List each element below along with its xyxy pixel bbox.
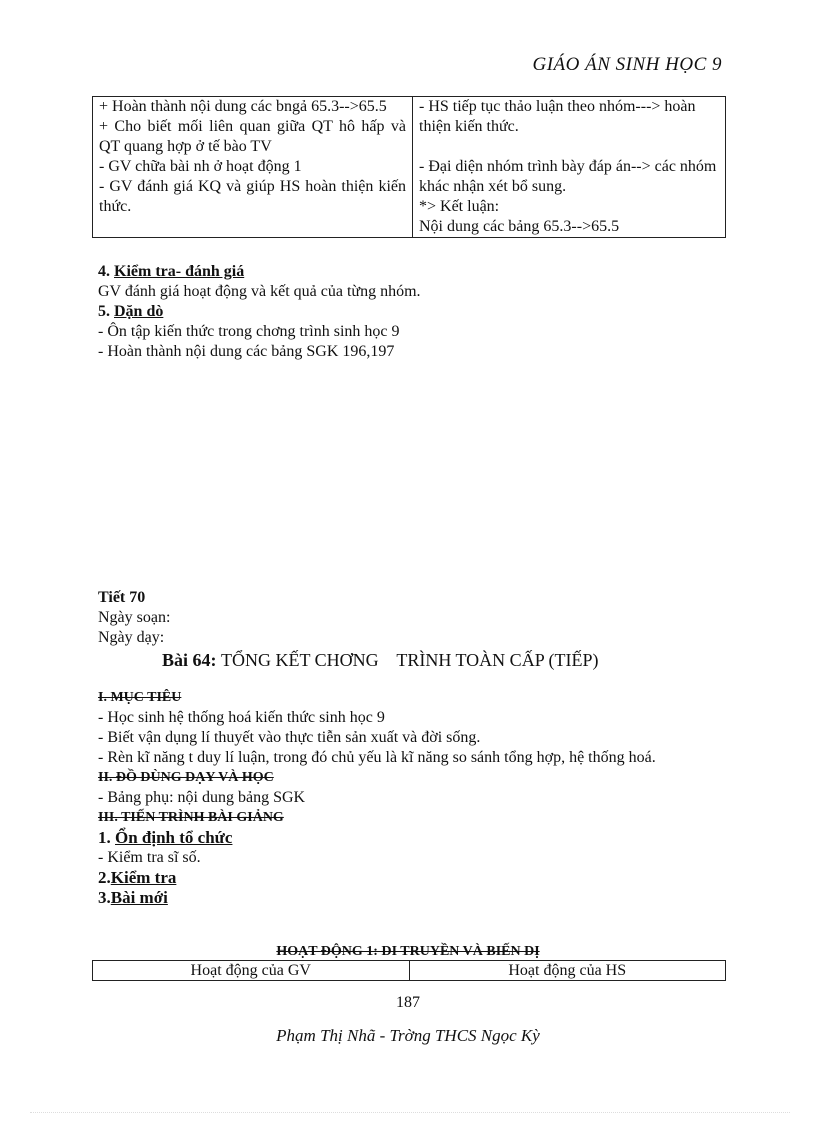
section-number: 4.	[98, 263, 114, 280]
section-heading	[98, 262, 728, 282]
teacher-step: + Cho biết mối liên quan giữa QT hô hấp và QT quang hợp ở tế bào TV	[99, 118, 406, 155]
student-step: - Đại diện nhóm trình bày đáp án--> các nhóm khác nhận xét bổ sung.	[419, 158, 717, 195]
student-step: Nội dung các bảng 65.3-->65.5	[419, 218, 620, 235]
section-title: Kiểm tra- đánh giá	[114, 263, 245, 280]
list-item: - Biết vận dụng lí thuyết vào thực tiễn sản xuất và đời sống.	[98, 729, 481, 746]
table-header-row	[93, 961, 726, 981]
section-heading	[98, 302, 728, 322]
page-number: 187	[396, 994, 420, 1011]
step-heading	[98, 828, 722, 848]
section-heading: I. MỤC TIÊU	[98, 690, 182, 705]
section-heading: III. TIẾN TRÌNH BÀI GIẢNG	[98, 810, 284, 825]
student-step: - HS tiếp tục thảo luận theo nhóm---> hoàn thiện kiến thức.	[419, 98, 696, 135]
section-text: GV đánh giá hoạt động và kết quả của từng nhóm.	[98, 283, 421, 300]
list-item: - Rèn kĩ năng t duy lí luận, trong đó chủ yếu là kĩ năng so sánh tổng hợp, hệ thống hoá.	[98, 749, 656, 766]
teacher-step: + Hoàn thành nội dung các bngả 65.3-->65.5	[99, 98, 387, 115]
step-heading	[98, 868, 722, 888]
step-number: 3.	[98, 888, 111, 907]
teacher-step: - GV chữa bài nh ở hoạt động 1	[99, 158, 302, 175]
section-heading: II. ĐỒ DÙNG DẠY VÀ HỌC	[98, 770, 274, 785]
column-header-student: Hoạt động của HS	[409, 961, 726, 981]
step-title: Bài mới	[110, 888, 168, 907]
lesson-period: Tiết 70	[98, 589, 146, 606]
activity-table-continued	[92, 96, 726, 238]
lesson-teach-date: Ngày dạy:	[98, 629, 165, 646]
step-text: - Kiểm tra sĩ số.	[98, 849, 201, 866]
section-title: Dặn dò	[114, 303, 164, 320]
activity-heading: HOẠT ĐỘNG 1: DI TRUYỀN VÀ BIẾN DỊ	[276, 944, 540, 959]
objectives-section	[98, 688, 722, 908]
list-item: - Ôn tập kiến thức trong chơng trình sinh học 9	[98, 323, 400, 340]
page-header-title: GIÁO ÁN SINH HỌC 9	[532, 54, 722, 75]
page-divider	[30, 1112, 790, 1113]
section-assessment	[98, 262, 728, 362]
step-number: 2.	[98, 868, 111, 887]
student-activity-cell	[413, 97, 726, 238]
lesson-title-prefix: Bài 64:	[162, 650, 222, 670]
list-item: - Bảng phụ: nội dung bảng SGK	[98, 789, 306, 806]
lesson-prep-date: Ngày soạn:	[98, 609, 171, 626]
lesson-title	[162, 650, 732, 671]
list-item: - Học sinh hệ thống hoá kiến thức sinh học 9	[98, 709, 385, 726]
activity-table	[92, 960, 726, 981]
list-item: - Hoàn thành nội dung các bảng SGK 196,197	[98, 343, 395, 360]
student-step: *> Kết luận:	[419, 198, 500, 215]
lesson-title-text: TỔNG KẾT CHƠNG TRÌNH TOÀN CẤP (TIẾP)	[221, 650, 599, 670]
step-title: Ổn định tổ chức	[115, 828, 233, 847]
step-heading	[98, 888, 722, 908]
column-header-teacher: Hoạt động của GV	[93, 961, 410, 981]
step-title: Kiểm tra	[110, 868, 177, 887]
page-footer: Phạm Thị Nhã - Trờng THCS Ngọc Kỳ	[276, 1026, 540, 1045]
lesson-info	[98, 588, 728, 648]
teacher-activity-cell	[93, 97, 413, 238]
table-row	[93, 97, 726, 238]
step-number: 1.	[98, 828, 115, 847]
spacer	[419, 137, 719, 157]
teacher-step: - GV đánh giá KQ và giúp HS hoàn thiện kiến thức.	[99, 178, 406, 215]
section-number: 5.	[98, 303, 114, 320]
